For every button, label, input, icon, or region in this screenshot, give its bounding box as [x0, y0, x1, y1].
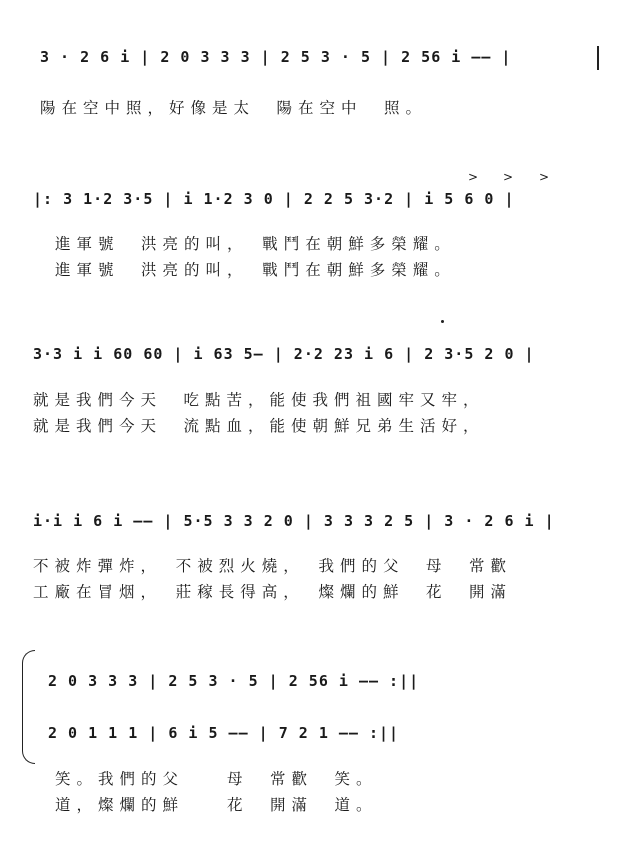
notation-text: |: 3 1·2 3·5 | i 1·2 3 0 | 2 2 5 3·2 | i 5 6 0 |: [33, 190, 515, 208]
notation-text: i·i i 6 i —— | 5·5 3 3 2 0 | 3 3 3 2 5 | 3 · 2 6 i |: [33, 512, 555, 530]
lyric-text: 笑。我們的父 母 常歡 笑。: [55, 770, 378, 788]
lyric-text: 就是我們今天 吃點苦，能使我們祖國牢又牢，: [33, 391, 485, 409]
barline: [597, 46, 599, 70]
lyric-text: 道，燦爛的鮮 花 開滿 道。: [55, 796, 378, 814]
lyric-text: 進軍號 洪亮的叫， 戰鬥在朝鮮多榮耀。: [55, 235, 456, 253]
accent-mark: >: [539, 170, 550, 184]
lyric-text: 陽在空中照，好像是太 陽在空中 照。: [40, 99, 428, 117]
lyric-text: 工廠在冒烟， 莊稼長得高， 燦爛的鮮 花 開滿: [33, 583, 513, 601]
lyric-text: 進軍號 洪亮的叫， 戰鬥在朝鮮多榮耀。: [55, 261, 456, 279]
octave-dot: [441, 320, 444, 323]
notation-text: 3·3 i i 60 60 | i 63 5— | 2·2 23 i 6 | 2 3·5 2 0 |: [33, 345, 535, 363]
accent-mark: >: [503, 170, 514, 184]
notation-text: 2 0 1 1 1 | 6 i 5 —— | 7 2 1 —— :||: [48, 724, 400, 742]
lyric-text: 就是我們今天 流點血，能使朝鮮兄弟生活好，: [33, 417, 485, 435]
notation-text: 3 · 2 6 i | 2 0 3 3 3 | 2 5 3 · 5 | 2 56 i —— |: [40, 48, 512, 66]
system-brace: [22, 650, 35, 764]
notation-text: 2 0 3 3 3 | 2 5 3 · 5 | 2 56 i —— :||: [48, 672, 420, 690]
accent-mark: >: [468, 170, 479, 184]
lyric-text: 不被炸彈炸， 不被烈火燒， 我們的父 母 常歡: [33, 557, 513, 575]
